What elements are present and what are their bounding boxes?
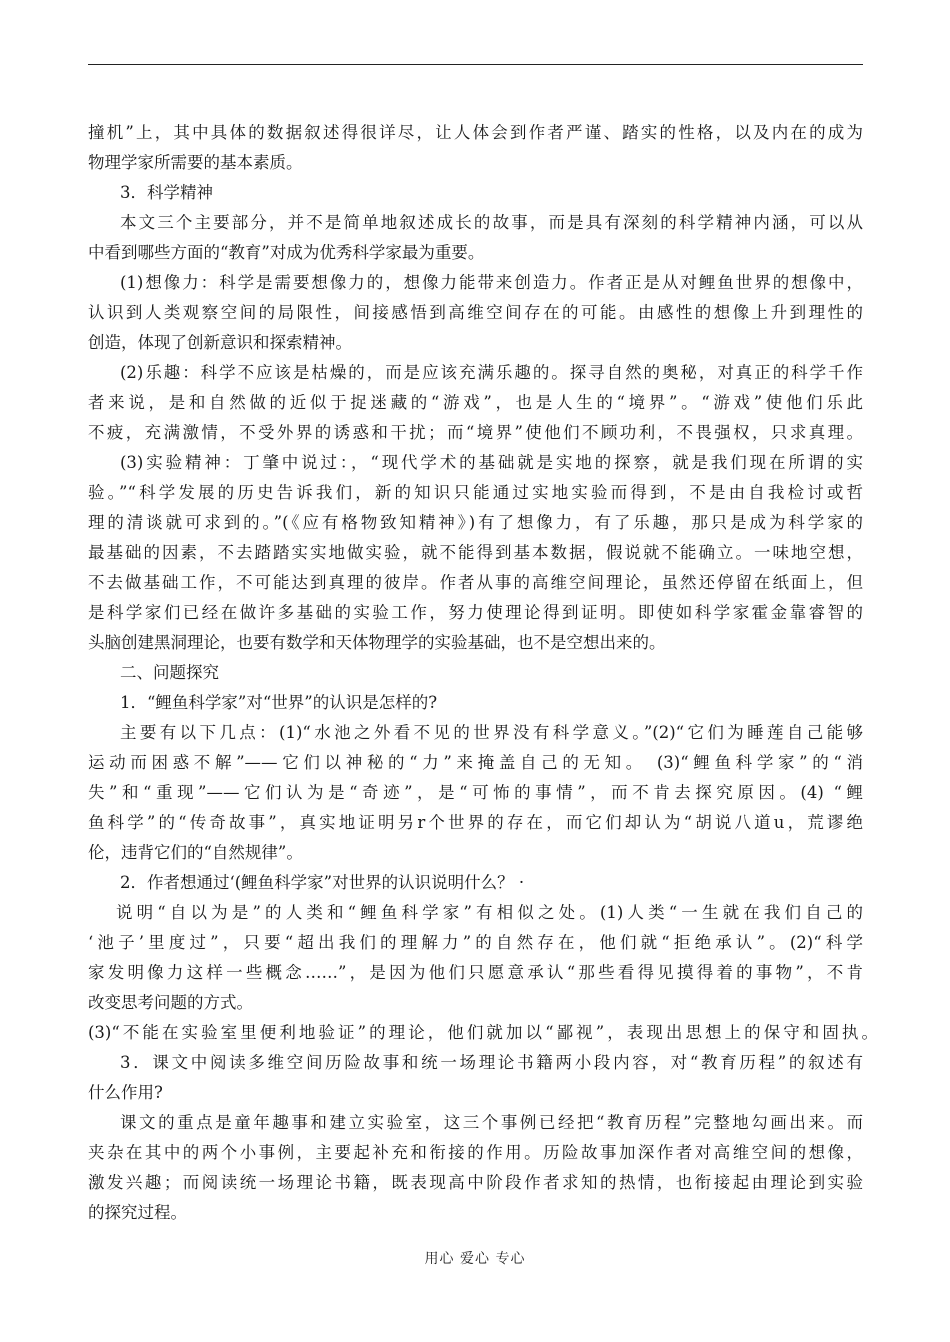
text-line: 撞机”上，其中具体的数据叙述得很详尽，让人体会到作者严谨、踏实的性格，以及内在的成为 xyxy=(88,123,863,142)
text-line: 不疲，充满激情，不受外界的诱惑和干扰；而“境界”使他们不顾功利，不畏强权，只求真理。 xyxy=(88,423,863,442)
page-footer: 用心 爱心 专心 xyxy=(424,1251,526,1267)
text-line: 什么作用? xyxy=(88,1083,163,1102)
text-line: 家发明像力这样一些概念……”，是因为他们只愿意承认“那些看得见摸得着的事物”，不肯 xyxy=(88,963,863,982)
text-line: 二、问题探究 xyxy=(120,663,219,682)
text-line: 课文的重点是童年趣事和建立实验室，这三个事例已经把“教育历程”完整地勾画出来。而 xyxy=(120,1113,863,1132)
text-line: 伦，违背它们的“自然规律”。 xyxy=(88,843,303,862)
text-line: (2)乐趣：科学不应该是枯燥的，而是应该充满乐趣的。探寻自然的奥秘，对真正的科学千作 xyxy=(120,363,863,382)
text-line: 者来说，是和自然做的近似于捉迷藏的“游戏”，也是人生的“境界”。“游戏”使他们乐此 xyxy=(88,393,863,412)
text-line: 的探究过程。 xyxy=(88,1203,187,1222)
text-line: 失”和“重现”——它们认为是“奇迹”，是“可怖的事情”，而不肯去探究原因。(4) “鲤 xyxy=(88,783,863,802)
text-line: 说明“自以为是”的人类和“鲤鱼科学家”有相似之处。(1)人类“一生就在我们自己的 xyxy=(116,903,863,922)
text-line: (3)实验精神：丁肇中说过：，“现代学术的基础就是实地的探察，就是我们现在所谓的实 xyxy=(120,453,863,472)
text-line: 不去做基础工作，不可能达到真理的彼岸。作者从事的高维空间理论，虽然还停留在纸面上，但 xyxy=(88,573,863,592)
text-line: 鱼科学”的“传奇故事”，真实地证明另r个世界的存在，而它们却认为“胡说八道u，荒谬绝 xyxy=(88,813,863,832)
text-line: 2．作者想通过‘(鲤鱼科学家”对世界的认识说明什么？ · xyxy=(120,873,525,892)
text-line: 头脑创建黑洞理论，也要有数学和天体物理学的实验基础，也不是空想出来的。 xyxy=(88,633,666,652)
text-line: 激发兴趣；而阅读统一场理论书籍，既表现高中阶段作者求知的热情，也衔接起由理论到实验 xyxy=(88,1173,863,1192)
text-line: 本文三个主要部分，并不是简单地叙述成长的故事，而是具有深刻的科学精神内涵，可以从 xyxy=(120,213,863,232)
text-line: 改变思考问题的方式。 xyxy=(88,993,253,1012)
text-line: 主要有以下几点：(1)“水池之外看不见的世界没有科学意义。”(2)“它们为睡莲自己能够 xyxy=(120,723,863,742)
text-line: 理的清谈就可求到的。”(《应有格物致知精神》)有了想像力，有了乐趣，那只是成为科学家的 xyxy=(88,513,863,532)
text-line: 1．“鲤鱼科学家”对“世界”的认识是怎样的? xyxy=(120,693,438,712)
text-line: 认识到人类观察空间的局限性，间接感悟到高维空间存在的可能。由感性的想像上升到理性的 xyxy=(88,303,863,322)
text-line: 最基础的因素，不去踏踏实实地做实验，就不能得到基本数据，假说就不能确立。一味地空想， xyxy=(88,543,863,562)
text-line: (3)“不能在实验室里便利地验证”的理论，他们就加以“鄙视”，表现出思想上的保守和固执。 xyxy=(88,1023,878,1042)
text-line: 3．科学精神 xyxy=(120,183,213,202)
text-line: 创造，体现了创新意识和探索精神。 xyxy=(88,333,352,352)
header-rule xyxy=(88,64,863,65)
text-line: ‘池子’里度过”，只要“超出我们的理解力”的自然存在，他们就“拒绝承认”。(2)“科学 xyxy=(88,933,863,952)
text-line: (1)想像力：科学是需要想像力的，想像力能带来创造力。作者正是从对鲤鱼世界的想像中， xyxy=(120,273,863,292)
text-line: 夹杂在其中的两个小事例，主要起补充和衔接的作用。历险故事加深作者对高维空间的想像， xyxy=(88,1143,863,1162)
text-line: 是科学家们已经在做许多基础的实验工作，努力使理论得到证明。即使如科学家霍金靠睿智的 xyxy=(88,603,863,622)
text-line: 中看到哪些方面的“教育”对成为优秀科学家最为重要。 xyxy=(88,243,485,262)
text-line: 验。”“科学发展的历史告诉我们，新的知识只能通过实地实验而得到，不是由自我检讨或哲 xyxy=(88,483,863,502)
text-line: 物理学家所需要的基本素质。 xyxy=(88,153,303,172)
text-line: 运动而困惑不解”——它们以神秘的“力”来掩盖自己的无知。 (3)“鲤鱼科学家”的“消 xyxy=(88,753,863,772)
text-line: 3．课文中阅读多维空间历险故事和统一场理论书籍两小段内容，对“教育历程”的叙述有 xyxy=(120,1053,863,1072)
document-body xyxy=(88,118,878,1228)
